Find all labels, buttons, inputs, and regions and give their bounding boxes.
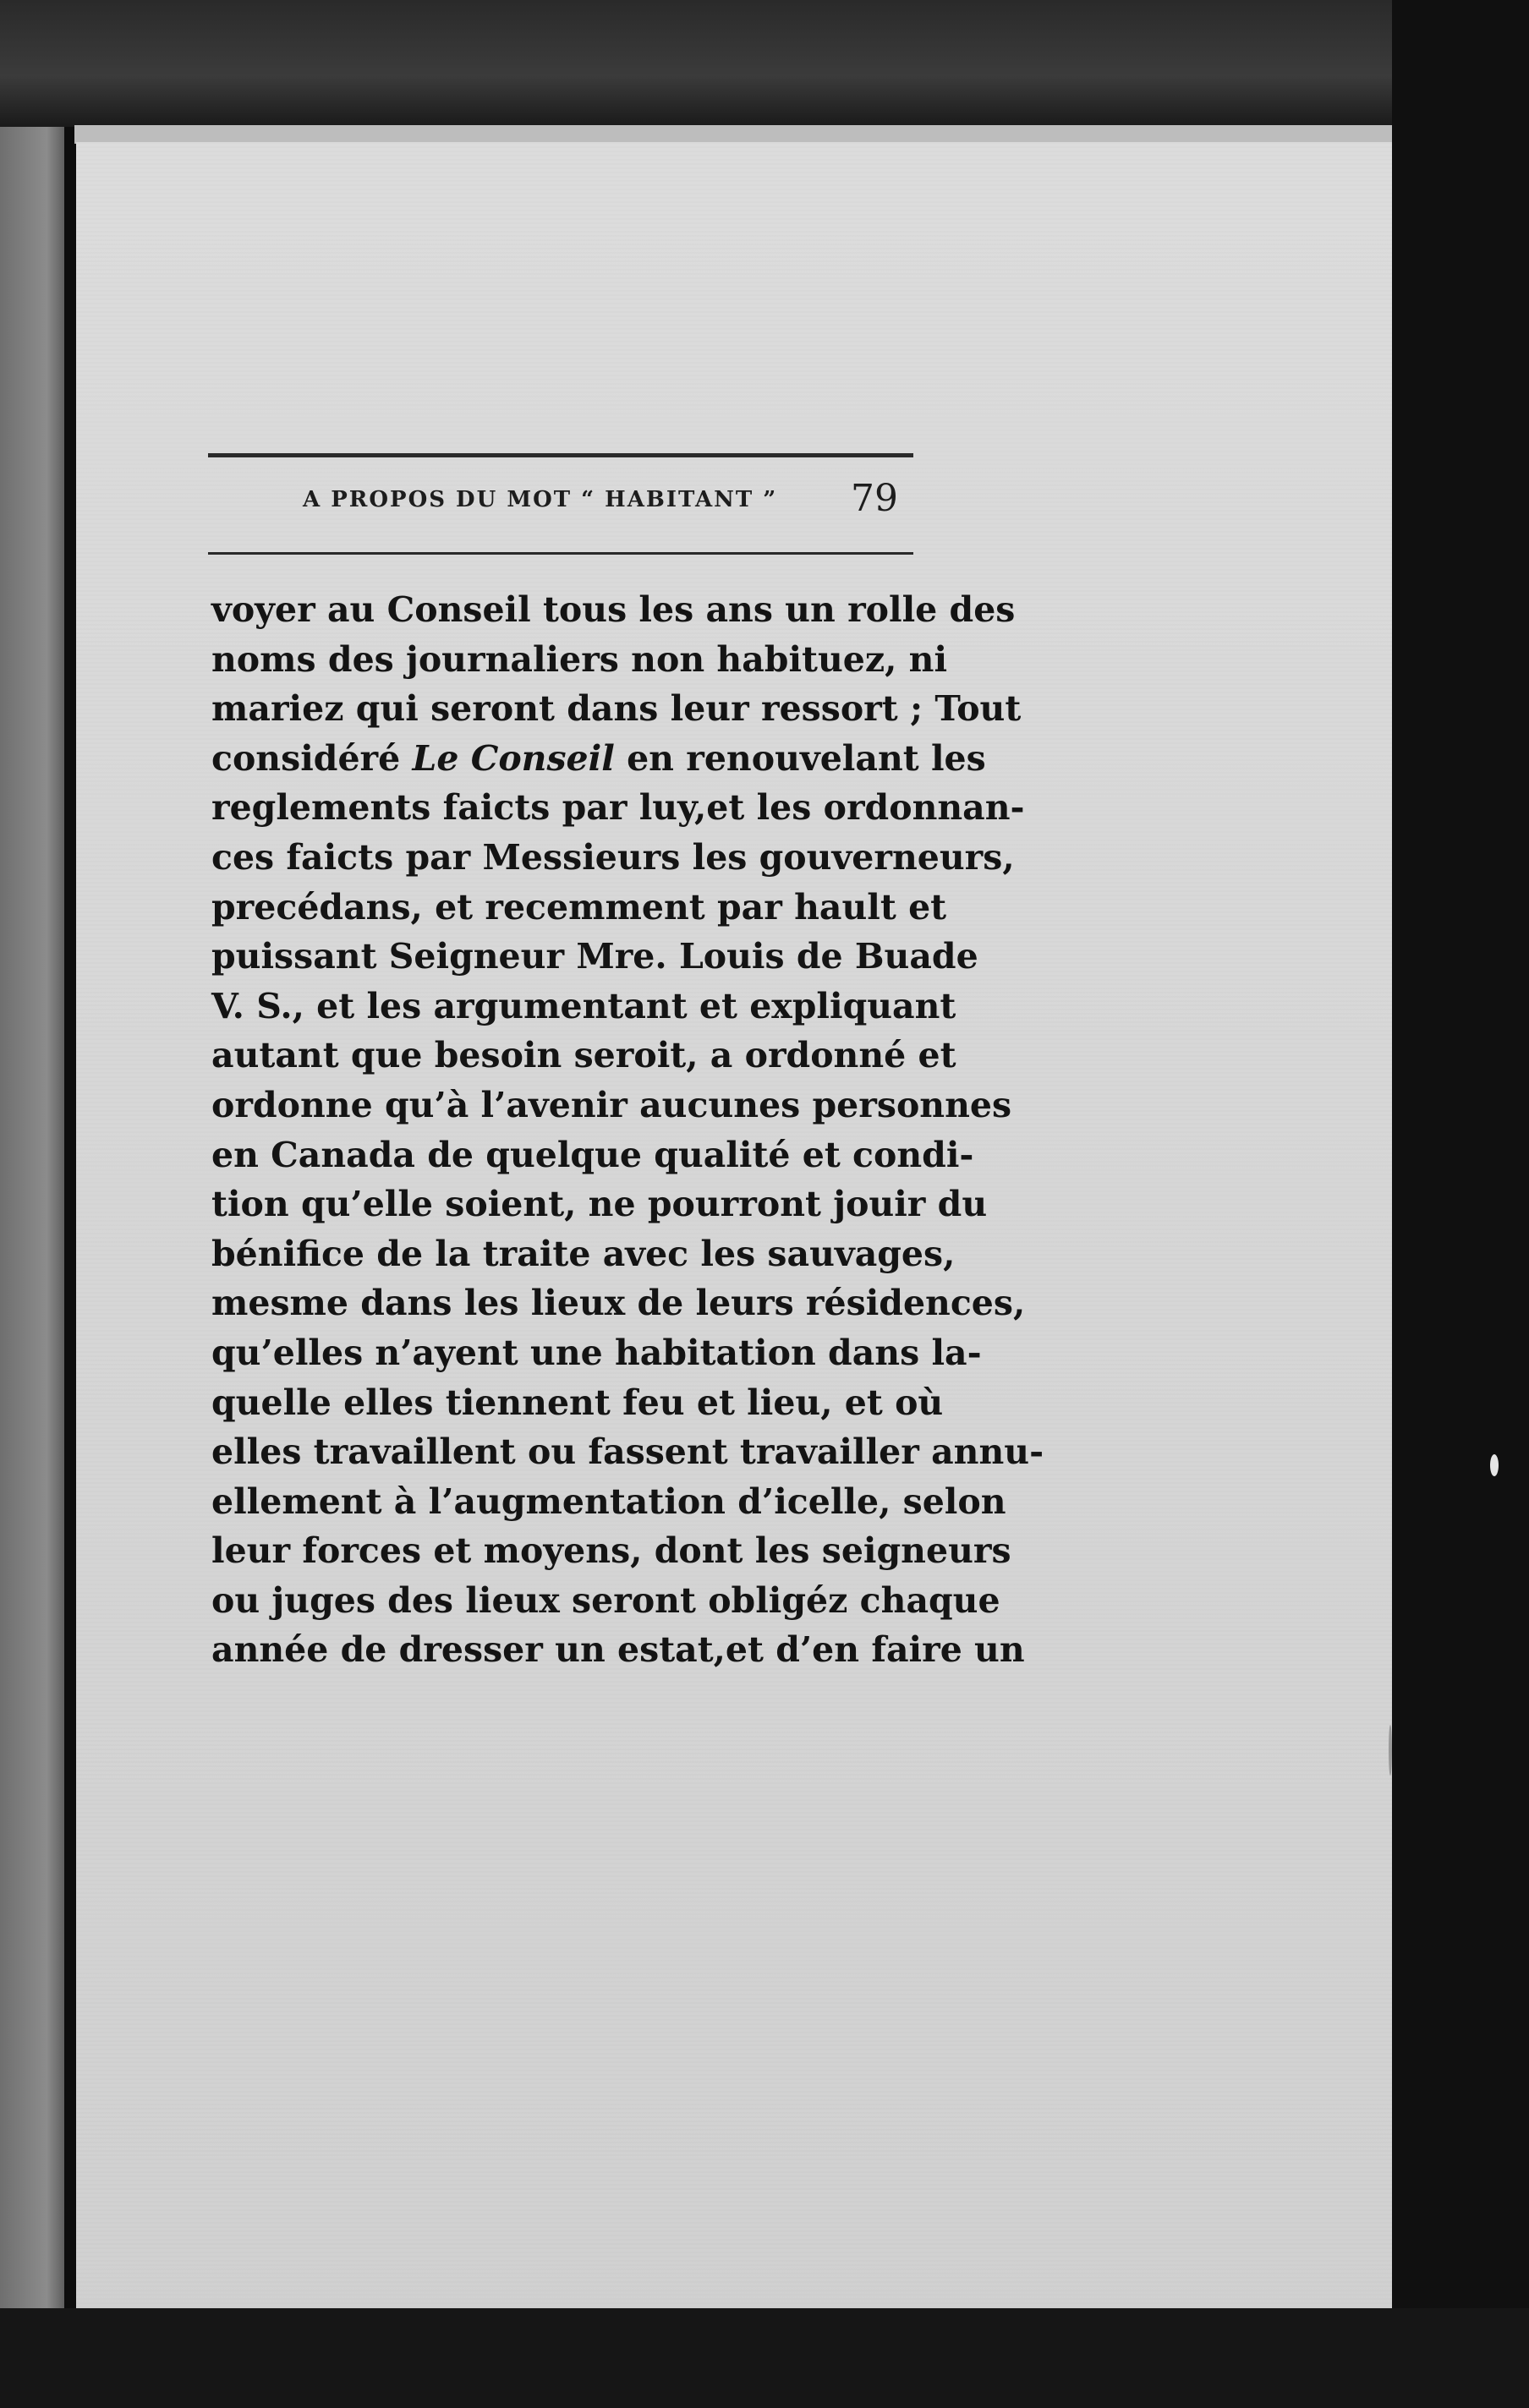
book-gutter	[64, 127, 76, 2308]
page-crease	[1389, 1725, 1392, 1776]
header-rule-bottom	[208, 552, 913, 555]
running-title: A PROPOS DU MOT “ HABITANT ”	[303, 487, 778, 512]
text-line: leur forces et moyens, dont les seigneurs	[211, 1530, 1011, 1572]
text-line: considéré Le Conseil en renouvelant les	[211, 737, 986, 779]
text-line: année de dresser un estat,et d’en faire un	[211, 1629, 1025, 1671]
text-line: puissant Seigneur Mre. Louis de Buade	[211, 936, 978, 977]
text-line: ordonne qu’à l’avenir aucunes personnes	[211, 1084, 1012, 1125]
text-line: ellement à l’augmentation d’icelle, selon	[211, 1480, 1006, 1522]
scanner-bottom-margin	[0, 2308, 1529, 2408]
header-rule-top	[208, 453, 913, 457]
text-line: reglements faicts par luy,et les ordonnan-	[211, 787, 1025, 829]
text-line: tion qu’elle soient, ne pourront jouir du	[211, 1184, 988, 1225]
text-line: mesme dans les lieux de leurs résidences,	[211, 1283, 1026, 1324]
text-line: qu’elles n’ayent une habitation dans la-	[211, 1332, 982, 1373]
body-text	[211, 585, 1044, 1675]
page-top-edge	[74, 125, 1394, 144]
text-line: ces faicts par Messieurs les gouverneurs,	[211, 836, 1015, 878]
text-line: en Canada de quelque qualité et condi-	[211, 1134, 974, 1175]
text-line: V. S., et les argumentant et expliquant	[211, 985, 956, 1026]
text-line: mariez qui seront dans leur ressort ; Tout	[211, 688, 1022, 730]
text-line: noms des journaliers non habituez, ni	[211, 638, 948, 680]
text-line: precédans, et recemment par hault et	[211, 886, 947, 928]
text-line: bénifice de la traite avec les sauvages,	[211, 1233, 956, 1274]
text-line: voyer au Conseil tous les ans un rolle des	[211, 589, 1016, 630]
scanner-right-margin	[1392, 0, 1529, 2408]
dust-speck	[1490, 1454, 1499, 1476]
italic-title: Le Conseil	[412, 737, 615, 779]
scanner-top-margin	[0, 0, 1529, 127]
text-line: quelle elles tiennent feu et lieu, et où	[211, 1382, 944, 1423]
text-line: elles travaillent ou fassent travailler annu-	[211, 1431, 1044, 1473]
text-line: ou juges des lieux seront obligéz chaque	[211, 1579, 1000, 1621]
text-line: autant que besoin seroit, a ordonné et	[211, 1035, 956, 1076]
page-number: 79	[851, 477, 898, 520]
running-header	[208, 479, 913, 529]
